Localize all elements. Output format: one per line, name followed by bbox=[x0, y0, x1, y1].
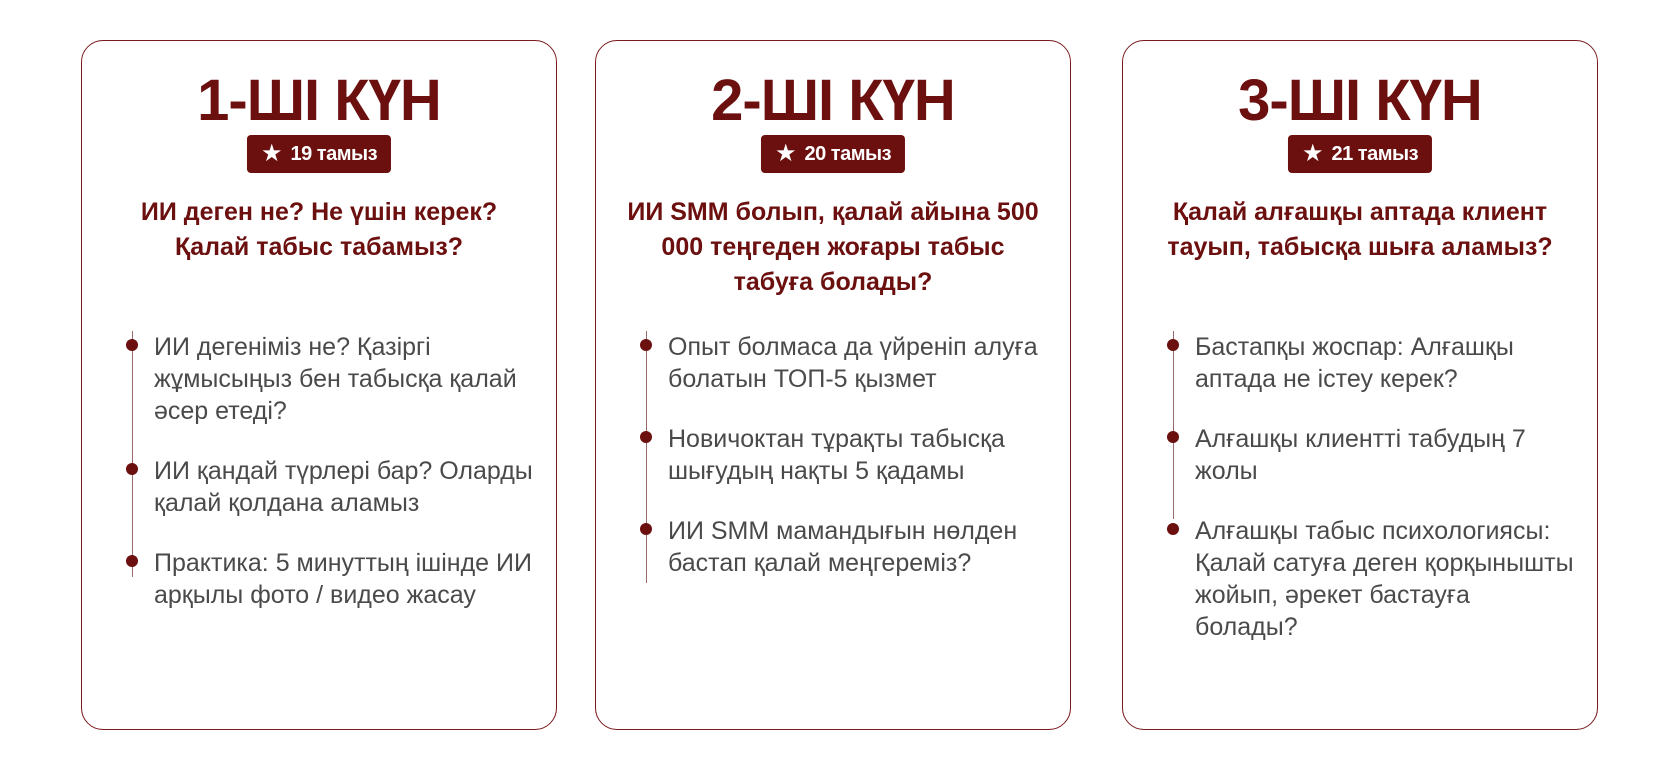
list-item-text: Алғашқы табыс психологиясы: Қалай сатуға деген қорқынышты жойып, әрекет бастауға болады? bbox=[1195, 517, 1574, 641]
date-badge bbox=[247, 135, 391, 173]
date-text: 20 тамыз bbox=[804, 142, 892, 165]
list-item bbox=[646, 331, 1052, 395]
date-badge bbox=[761, 135, 905, 173]
day-subtitle: Қалай алғашқы аптада клиент тауып, табысқа шыға аламыз? bbox=[1167, 198, 1553, 261]
list-item bbox=[646, 515, 1052, 579]
list-item-text: ИИ SMM мамандығын нөлден бастап қалай меңгереміз? bbox=[668, 517, 1018, 577]
list-item-text: Новичоктан тұрақты табысқа шығудың нақты 5 қадамы bbox=[668, 425, 1005, 485]
bullet-dot bbox=[1167, 523, 1179, 535]
day-card-3 bbox=[1122, 40, 1598, 730]
list-item bbox=[1173, 423, 1579, 487]
date-text: 19 тамыз bbox=[290, 142, 378, 165]
list-item-text: Практика: 5 минуттың ішінде ИИ арқылы фото / видео жасау bbox=[154, 549, 532, 609]
bullet-dot bbox=[126, 463, 138, 475]
day-card-2 bbox=[595, 40, 1071, 730]
list-item bbox=[1173, 331, 1579, 395]
bullet-dot bbox=[126, 339, 138, 351]
bullet-dot bbox=[640, 431, 652, 443]
bullet-dot bbox=[1167, 431, 1179, 443]
day-subtitle: ИИ деген не? Не үшін керек? Қалай табыс табамыз? bbox=[140, 198, 498, 261]
list-item bbox=[132, 547, 538, 611]
date-text: 21 тамыз bbox=[1331, 142, 1419, 165]
day-title: 1-ШІ КҮН bbox=[197, 68, 441, 133]
star-icon: ★ bbox=[1301, 140, 1324, 167]
bullet-dot bbox=[126, 555, 138, 567]
bullet-dot bbox=[640, 339, 652, 351]
timeline bbox=[1173, 331, 1579, 671]
star-icon: ★ bbox=[774, 140, 797, 167]
day-subtitle: ИИ SMM болып, қалай айына 500 000 теңгеден жоғары табыс табуға болады? bbox=[627, 198, 1039, 296]
list-item-text: ИИ қандай түрлері бар? Оларды қалай қолдана аламыз bbox=[154, 457, 533, 517]
day-card-1 bbox=[81, 40, 557, 730]
day-title: 3-ШІ КҮН bbox=[1238, 68, 1482, 133]
list-item-text: Бастапқы жоспар: Алғашқы аптада не істеу керек? bbox=[1195, 333, 1514, 393]
date-badge bbox=[1288, 135, 1432, 173]
list-item-text: Опыт болмаса да үйреніп алуға болатын ТОП-5 қызмет bbox=[668, 333, 1038, 393]
list-item bbox=[132, 331, 538, 427]
timeline bbox=[646, 331, 1052, 607]
day-title: 2-ШІ КҮН bbox=[711, 68, 955, 133]
list-item-text: ИИ дегеніміз не? Қазіргі жұмысыңыз бен табысқа қалай әсер етеді? bbox=[154, 333, 517, 425]
timeline bbox=[132, 331, 538, 639]
bullet-dot bbox=[640, 523, 652, 535]
list-item-text: Алғашқы клиентті табудың 7 жолы bbox=[1195, 425, 1526, 485]
bullet-dot bbox=[1167, 339, 1179, 351]
list-item bbox=[132, 455, 538, 519]
star-icon: ★ bbox=[260, 140, 283, 167]
list-item bbox=[1173, 515, 1579, 643]
list-item bbox=[646, 423, 1052, 487]
